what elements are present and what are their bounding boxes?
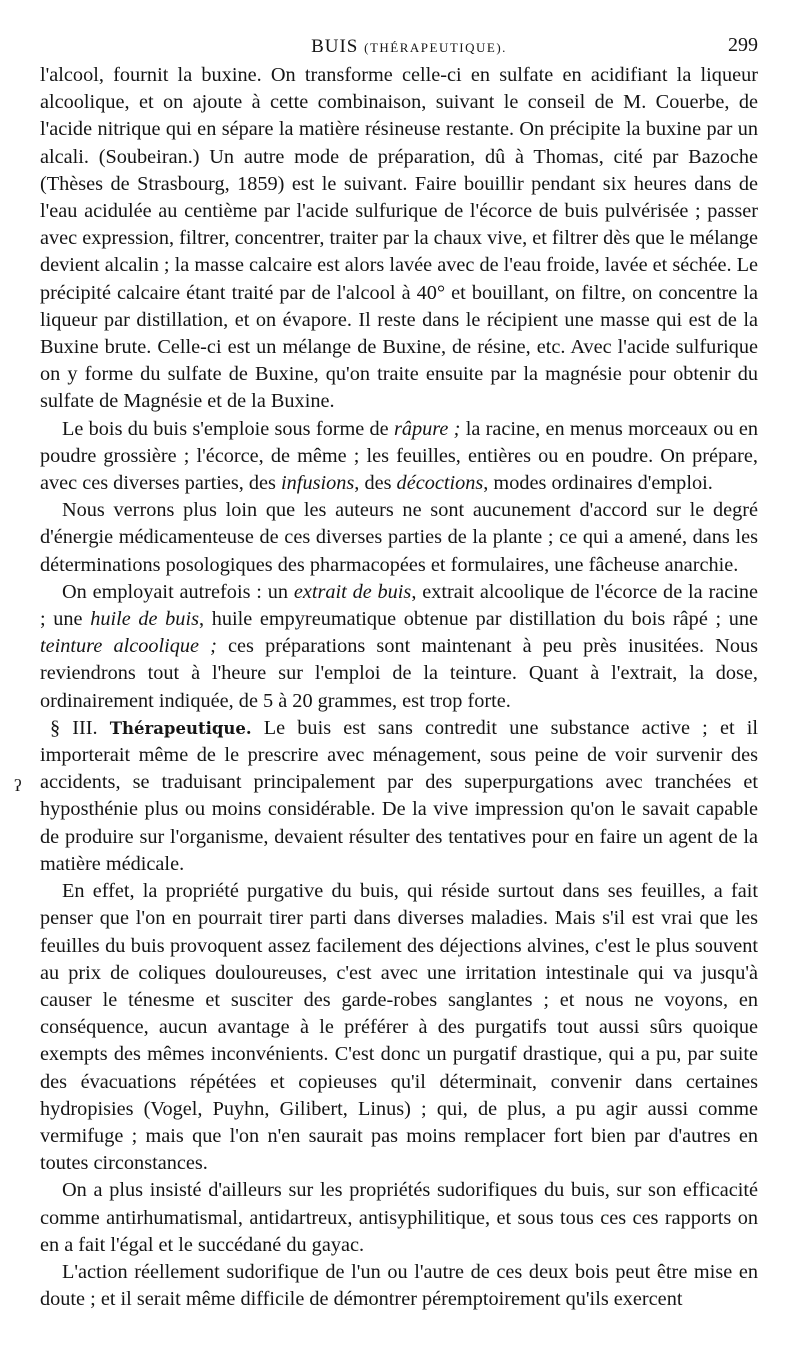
page-number: 299 [728,34,758,56]
paragraph-5-text: Le buis est sans contredit une substance active ; et il importerait même de le prescrire avec ménagement, sous peine de voir survenir des accidents, se traduisant principalement par des superpurgations avec tranchées et hyposthénie plus ou moins considérable. De la vive impression qu'on le savait capable de produire sur l'organisme, devaient résulter des tentatives pour en faire un agent de la matière médicale. [40,716,758,875]
paragraph-4-term-extrait: extrait de buis [293,580,412,603]
running-title [40,36,758,58]
paragraph-4-term-huile: huile de buis [90,608,199,631]
paragraph-2-term-decoctions: décoctions [396,472,484,495]
running-head [40,22,758,62]
paragraph-2-text-c: , des [354,472,397,495]
paragraph-1: l'alcool, fournit la buxine. On transforme celle-ci en sulfate en acidifiant la liqueur alcoolique, et on ajoute à cette combinaison, suivant le conseil de M. Couerbe, de l'acide nitrique qui en sépare la matière résineuse restante. On précipite la buxine par un alcali. (Soubeiran.) Un autre mode de préparation, dû à Thomas, cité par Bazoche (Thèses de Strasbourg, 1859) est le suivant. Faire bouillir pendant six heures dans de l'eau acidulée au centième par l'acide sulfurique de l'écorce de buis pulvérisée ; passer avec expression, filtrer, concentrer, traiter par la chaux vive, et filtrer dès que le mélange devient alcalin ; la masse calcaire est alors lavée avec de l'eau froide, lavée et séchée. Le précipité calcaire étant traité par de l'alcool à 40° et bouillant, on filtre, on concentre la liqueur par distillation, et on évapore. Il reste dans le récipient une masse qui est de la Buxine brute. Celle-ci est un mélange de Buxine, de résine, etc. Avec l'acide sulfurique on y forme du sulfate de Buxine, qu'on traite ensuite par la magnésie pour obtenir du sulfate de Magnésie et de la Buxine. [40,64,759,413]
paragraph-4-text-d: ces préparations sont maintenant à peu près inusitées. Nous reviendrons tout à l'heure sur l'emploi de la teinture. Quant à l'extrait, la dose, ordinairement indiquée, de 5 à 20 grammes, est trop forte. [40,635,758,712]
running-title-main: BUIS [311,36,359,57]
paragraph-4-text-c: , huile empyreumatique obtenue par distillation du bois râpé ; une [198,608,759,631]
paragraph-4-text-a: On employait autrefois : un [62,580,294,603]
paragraph-2-text-b: la racine, en menus morceaux ou en poudre grossière ; l'écorce, de même ; les feuilles, entières ou en poudre. On prépare, avec ces diverses parties, des [40,417,758,495]
paragraph-3: Nous verrons plus loin que les auteurs ne sont aucunement d'accord sur le degré d'énergie médicamenteuse de ces diverses parties de la plante ; ce qui a amené, dans les déterminations posologiques des pharmacopées et formulaires, une fâcheuse anarchie. [40,499,758,576]
paragraph-2 [40,416,758,498]
paragraph-8: L'action réellement sudorifique de l'un ou l'autre de ces deux bois peut être mise en doute ; et il serait même difficile de démontrer péremptoirement qu'ils exercent [40,1260,758,1311]
running-title-subtitle: (THÉRAPEUTIQUE). [364,40,507,55]
paragraph-2-text-d: , modes ordinaires d'emploi. [483,472,713,495]
paragraph-4-text-b: , extrait alcoolique de l'écorce de la racine ; une [40,580,758,631]
body-text [40,62,758,1313]
margin-mark: ʔ [14,776,22,795]
paragraph-2-text-a: Le bois du buis s'emploie sous forme de [62,417,394,440]
section-marker: § III. [50,716,98,739]
paragraph-6: En effet, la propriété purgative du buis, qui réside surtout dans ses feuilles, a fait penser que l'on en pourrait tirer parti dans diverses maladies. Mais s'il est vrai que les feuilles du buis provoquent assez facilement des déjections alvines, c'est le plus souvent au prix de coliques douloureuses, c'est avec une irritation intestinale qui va jusqu'à causer le ténesme et susciter des garde-robes sanglantes ; et nous ne voyons, en conséquence, aucun avantage à le préférer à des purgatifs tout aussi sûrs quoique exempts des mêmes inconvénients. C'est donc un purgatif drastique, qui a pu, par suite des évacuations répétées et copieuses qu'il déterminait, convenir dans certaines hydropisies (Vogel, Puyhn, Gilibert, Linus) ; qui, de plus, a pu agir aussi comme vermifuge ; mais que l'on n'en saurait pas moins remplacer fort bien par d'autres en toutes circonstances. [40,880,758,1175]
paragraph-2-term-infusions: infusions [281,472,355,495]
paragraph-2-term-rapure: râpure ; [393,417,461,440]
paragraph-5-section-therapeutique [40,715,758,878]
section-heading: Thérapeutique. [109,718,252,738]
paragraph-4-term-teinture: teinture alcoolique ; [40,635,217,658]
paragraph-4 [40,579,758,715]
paragraph-7: On a plus insisté d'ailleurs sur les propriétés sudorifiques du buis, sur son efficacité comme antirhumatismal, antidartreux, antisyphilitique, et sous tous ces ces rapports on en a fait l'égal et le succédané du gayac. [40,1179,758,1256]
